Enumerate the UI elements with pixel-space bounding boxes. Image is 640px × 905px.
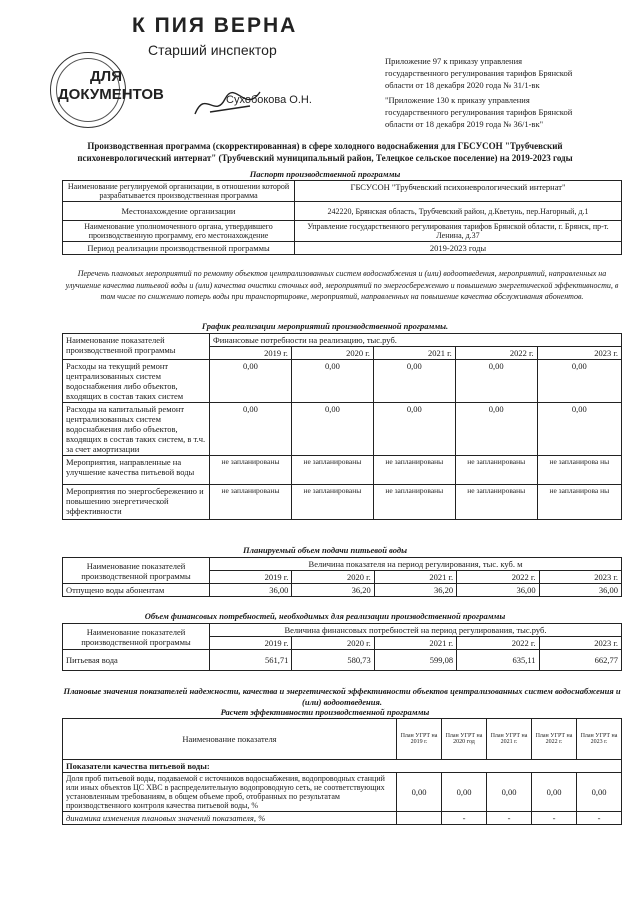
table-header-row: 2019 г. 2020 г. 2021 г. 2022 г. 2023 г. <box>63 571 622 584</box>
appendix-line: области от 18 декабря 2019 года № 36/1-вк" <box>385 119 544 129</box>
table-row: Период реализации производственной программы 2019-2023 годы <box>63 242 622 255</box>
table-header-row: 2019 г. 2020 г. 2021 г. 2022 г. 2023 г. <box>63 347 622 360</box>
volume-table <box>62 557 622 597</box>
measures-heading: Перечень плановых мероприятий по ремонту объектов централизованных систем водоснабжения и (или) водоотведения, мероприятий, направленных на улучшение качества питьевой воды и (или) качества очистки сточных вод, мероприятий по энергосбережению и повышению энергетической эффективности, в том числе по снижению потерь воды при транспортировке, мероприятий, направленных на повышение качества обслуживания абонентов. <box>65 269 619 301</box>
certification-stamp <box>50 12 380 132</box>
document-title: Производственная программа (скорректированная) в сфере холодного водоснабжения для ГБСУСОН "Трубчевский <box>87 141 563 151</box>
appendix-line: "Приложение 130 к приказу управления <box>385 95 530 105</box>
stamp-line-documents: ДОКУМЕНТОВ <box>58 86 164 103</box>
table-row: Наименование уполномоченного органа, утвердившего производственную программу, его местонахождение Управление государственного регулирования тарифов Брянской области, г. Брянск, пр-т. Ленина, д.37 <box>63 221 622 242</box>
finance-heading: Объем финансовых потребностей, необходимых для реализации производственной программы <box>144 611 506 621</box>
appendix-line: области от 18 декабря 2020 года № 31/1-вк <box>385 80 540 90</box>
table-row: динамика изменения плановых значений показателя, % - - - - <box>63 812 622 825</box>
stamp-line-for: ДЛЯ <box>90 68 122 85</box>
table-row: Мероприятия по энергосбережению и повышению энергетической эффективности не запланированы не запланированы не запланированы не запланированы не запланирова ны <box>63 485 622 520</box>
table-header-row: Наименование показателей производственной программы Финансовые потребности на реализацию, тыс.руб. <box>63 334 622 347</box>
table-row: Питьевая вода 561,71 580,73 599,08 635,11 662,77 <box>63 650 622 671</box>
table-row: Отпущено воды абонентам 36,00 36,20 36,20 36,00 36,00 <box>63 584 622 597</box>
table-row: Мероприятия, направленные на улучшение качества питьевой воды не запланированы не запланированы не запланированы не запланированы не запланирова ны <box>63 456 622 485</box>
measures-schedule-heading: График реализации мероприятий производственной программы. <box>201 321 449 331</box>
appendix-line: государственного регулирования тарифов Брянской <box>385 107 573 117</box>
table-header-row: 2019 г. 2020 г. 2021 г. 2022 г. 2023 г. <box>63 637 622 650</box>
table-header-row: Наименование показателя План УГРТ на 2019 г. План УГРТ на 2020 год План УГРТ на 2021 г. План УГРТ на 2022 г. План УГРТ на 2023 г. <box>63 719 622 760</box>
table-header-row: Наименование показателей производственной программы Величина показателя на период регулирования, тыс. куб. м <box>63 558 622 571</box>
volume-heading: Планируемый объем подачи питьевой воды <box>243 545 407 555</box>
indicators-table <box>62 718 622 825</box>
efficiency-heading: Расчет эффективности производственной программы <box>220 707 430 717</box>
appendix-line: государственного регулирования тарифов Брянской <box>385 68 573 78</box>
passport-table <box>62 180 622 255</box>
table-row: Местонахождение организации 242220, Брянская область, Трубчевский район, д.Кветунь, пер.Нагорный, д.1 <box>63 202 622 221</box>
table-row: Доля проб питьевой воды, подаваемой с источников водоснабжения, водопроводных станций или иных объектов ЦС ХВС в распределительную водопроводную сеть, не соответствующих установленным требованиям, в общем объеме проб, отобранных по результатам производственного контроля качества питьевой воды, % 0,00 0,00 0,00 0,00 0,00 <box>63 773 622 812</box>
table-header-row: Наименование показателей производственной программы Величина финансовых потребностей на период регулирования, тыс.руб. <box>63 624 622 637</box>
finance-table <box>62 623 622 671</box>
appendix-line: Приложение 97 к приказу управления <box>385 56 523 66</box>
stamp-line-inspector: Старший инспектор <box>148 42 277 58</box>
document-title: психоневрологический интернат" (Трубчевский муниципальный район, Телецкое сельское поселение) на 2019-2023 годы <box>77 153 573 163</box>
table-row: Наименование регулируемой организации, в отношении которой разрабатывается производственная программа ГБСУСОН "Трубчевский психоневрологический интернат" <box>63 181 622 202</box>
table-row: Расходы на текущий ремонт централизованных систем водоснабжения либо объектов, входящих в состав таких систем 0,00 0,00 0,00 0,00 0,00 <box>63 360 622 403</box>
passport-heading: Паспорт производственной программы <box>249 169 401 179</box>
table-section-row: Показатели качества питьевой воды: <box>63 760 622 773</box>
table-row: Расходы на капитальный ремонт централизованных систем водоснабжения либо объектов, входящих в состав таких систем, в т.ч. за счет амортизации 0,00 0,00 0,00 0,00 0,00 <box>63 403 622 456</box>
measures-table <box>62 333 622 520</box>
stamp-line-copy: К ПИЯ ВЕРНА <box>132 14 298 37</box>
indicators-heading: Плановые значения показателей надежности, качества и энергетической эффективности объектов централизованных систем водоснабжения и (или) водоотведения. <box>63 686 621 707</box>
stamp-signer: Сухобокова О.Н. <box>226 94 312 106</box>
